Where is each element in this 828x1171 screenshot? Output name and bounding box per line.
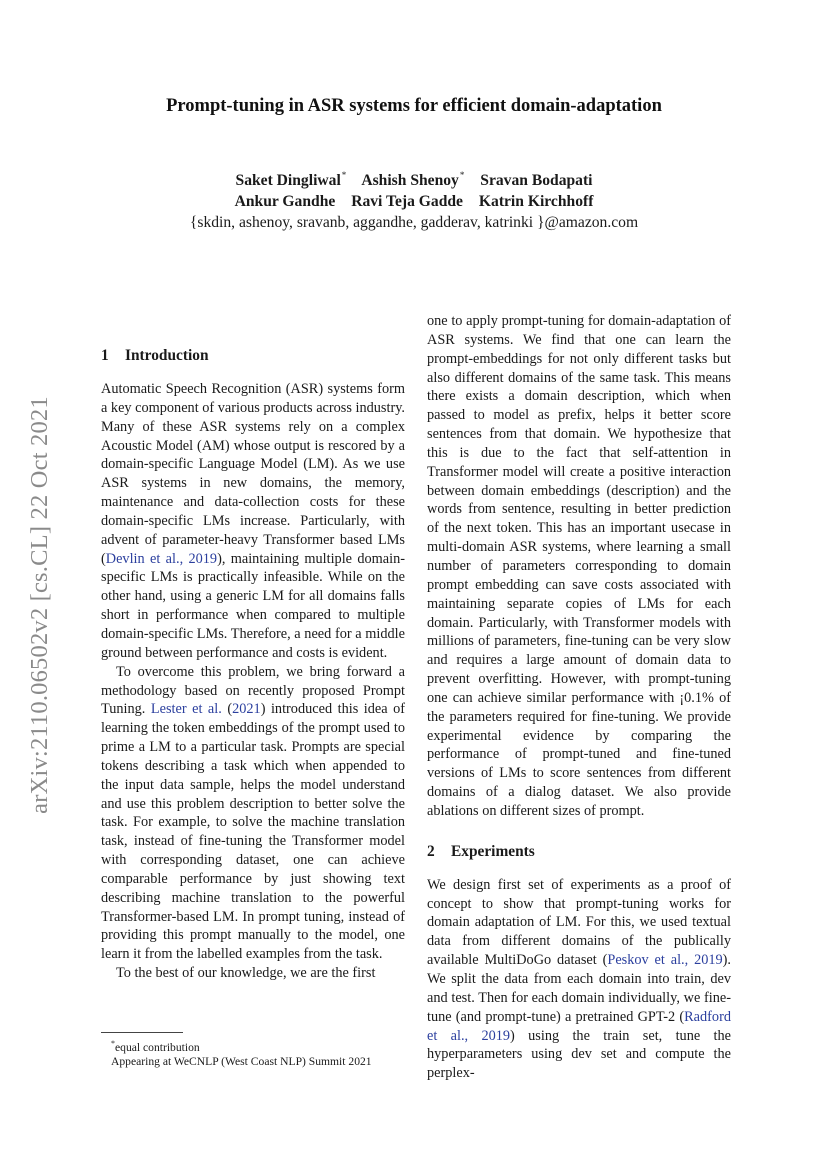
author-name: Ankur Gandhe bbox=[234, 193, 336, 211]
right-column bbox=[427, 312, 731, 1083]
paragraph-text: To overcome this problem, we bring forward a methodology based on recently proposed Prompt Tuning. bbox=[101, 663, 405, 718]
author-line-1 bbox=[0, 166, 828, 191]
paragraph-text: ) using the train set, tune the hyperparameters using dev set and compute the perplex- bbox=[427, 1027, 731, 1082]
citation-radford-2019[interactable]: Radford et al., 2019 bbox=[427, 1008, 731, 1044]
author-name: Katrin Kirchhoff bbox=[478, 193, 594, 211]
paragraph-text: Automatic Speech Recognition (ASR) systems form a key component of various products across industry. Many of these ASR systems rely on a complex Acoustic Model (AM) whose output is rescored by a domain-specific Language Model (LM). As we use ASR systems in new domains, the memory, maintenance and data-collection costs for these domain-specific LMs increase. Particularly, with advent of parameter-heavy Transformer based LMs ( bbox=[101, 381, 406, 567]
section-number: 2 bbox=[427, 842, 435, 860]
paragraph-text: We design first set of experiments as a proof of concept to show that prompt-tuning works for domain adaptation of LM. For this, we used textual data from different domains of the publically available MultiDoGo dataset ( bbox=[427, 876, 731, 969]
paragraph-text: ). We split the data from each domain into train, dev and test. Then for each domain individually, we fine-tune (and prompt-tune) a pretrained GPT-2 ( bbox=[427, 952, 731, 1025]
author-block bbox=[0, 166, 828, 233]
citation-lester-2021[interactable]: 2021 bbox=[232, 701, 261, 718]
arxiv-stamp-container bbox=[20, 360, 60, 850]
author-name: Saket Dingliwal bbox=[235, 172, 341, 190]
intro-paragraph-1 bbox=[101, 380, 405, 663]
equal-contribution-mark: * bbox=[459, 170, 465, 180]
section-heading-introduction bbox=[101, 346, 405, 366]
citation-peskov-2019[interactable]: Peskov et al., 2019 bbox=[607, 952, 723, 969]
paragraph-text: ) introduced this idea of learning the token embeddings of the prompt used to prime a LM to a particular task. Prompts are special tokens describing a task which when appended to the input data sample, helps the model understand and use this problem description to better solve the task. For example, to solve the machine translation task, instead of fine-tuning the Transformer model with corresponding dataset, one can achieve comparable performance by just showing text describing machine translation to the powerful Transformer-based LM. In prompt tuning, instead of providing this prompt manually to the model, one learn it from the labelled examples from the task. bbox=[101, 701, 405, 963]
intro-paragraph-2: To overcome this problem, we bring forward a methodology based on recently proposed Prompt Tuning. Lester et al. (2021) introduced this idea of learning the token embeddings of the prompt used to prime a LM to a particular task. Prompts are special tokens describing a task which when appended to the input data sample, helps the model understand and use this problem description to better solve the task. For example, to solve the machine translation task, instead of fine-tuning the Transformer model with corresponding dataset, one can achieve comparable performance by just showing text describing machine translation to the powerful Transformer-based LM. In prompt tuning, instead of providing this prompt manually to the model, one learn it from the labelled examples from the task. bbox=[101, 663, 405, 963]
author-name: Ravi Teja Gadde bbox=[351, 193, 463, 211]
footnote-venue: Appearing at WeCNLP (West Coast NLP) Summit 2021 bbox=[111, 1055, 372, 1069]
footnote-rule bbox=[101, 1032, 183, 1033]
author-emails: {skdin, ashenoy, sravanb, aggandhe, gadderav, katrinki }@amazon.com bbox=[189, 214, 639, 232]
intro-paragraph-3-start: To the best of our knowledge, we are the first bbox=[116, 965, 376, 982]
section-title: Experiments bbox=[451, 842, 535, 860]
citation-lester-author[interactable]: Lester et al. bbox=[150, 701, 222, 718]
author-name: Sravan Bodapati bbox=[480, 172, 593, 190]
left-column bbox=[101, 346, 405, 983]
citation-devlin-2019[interactable]: Devlin et al., 2019 bbox=[105, 550, 218, 567]
intro-paragraph-3-continued: one to apply prompt-tuning for domain-adaptation of ASR systems. We find that one can learn the prompt-embeddings for not only different tasks but also different domains of the same task. This means there exists a domain description, which when passed to model as prefix, helps it better score sentences from that domain. We hypothesize that this is due to the fact that self-attention in Transformer model will create a positive interaction between domain embeddings (description) and the words from sentence, resulting in better prediction of the next token. This has an important usecase in multi-domain ASR systems, where learning a small number of parameters corresponding to domain prompt embedding can save costs associated with maintaining separate copies of LMs for each domain. Particularly, with Transformer models with millions of parameters, fine-tuning can be very slow and requires a large amount of domain data to prevent overfitting. However, with prompt-tuning one can achieve similar performance with ¡0.1% of the parameters required for fine-tuning. We provide experimental evidence by comparing the performance of prompt-tuned and fine-tuned versions of LMs to score sentences from different domains of a dialog dataset. We also provide ablations on different sizes of prompt. bbox=[427, 313, 731, 819]
section-title: Introduction bbox=[125, 347, 209, 364]
equal-contribution-mark: * bbox=[341, 170, 347, 180]
paper-title: Prompt-tuning in ASR systems for efficient domain-adaptation bbox=[166, 96, 662, 116]
author-name: Ashish Shenoy bbox=[361, 172, 459, 190]
experiments-paragraph-1 bbox=[427, 876, 731, 1083]
paragraph-text: ), maintaining multiple domain-specific LMs is practically infeasible. While on the other hand, using a generic LM for all domains falls short in performance when compared to multiple domain-specific LMs. Therefore, a need for a middle ground between performance and costs is evident. bbox=[101, 550, 405, 661]
arxiv-stamp: arXiv:2110.06502v2 [cs.CL] 22 Oct 2021 bbox=[26, 396, 54, 814]
author-line-2 bbox=[0, 191, 828, 212]
section-number: 1 bbox=[101, 347, 109, 364]
footnote-equal-contribution: *equal contribution bbox=[111, 1039, 200, 1054]
section-heading-experiments bbox=[427, 842, 731, 862]
footnotes bbox=[101, 1037, 421, 1070]
